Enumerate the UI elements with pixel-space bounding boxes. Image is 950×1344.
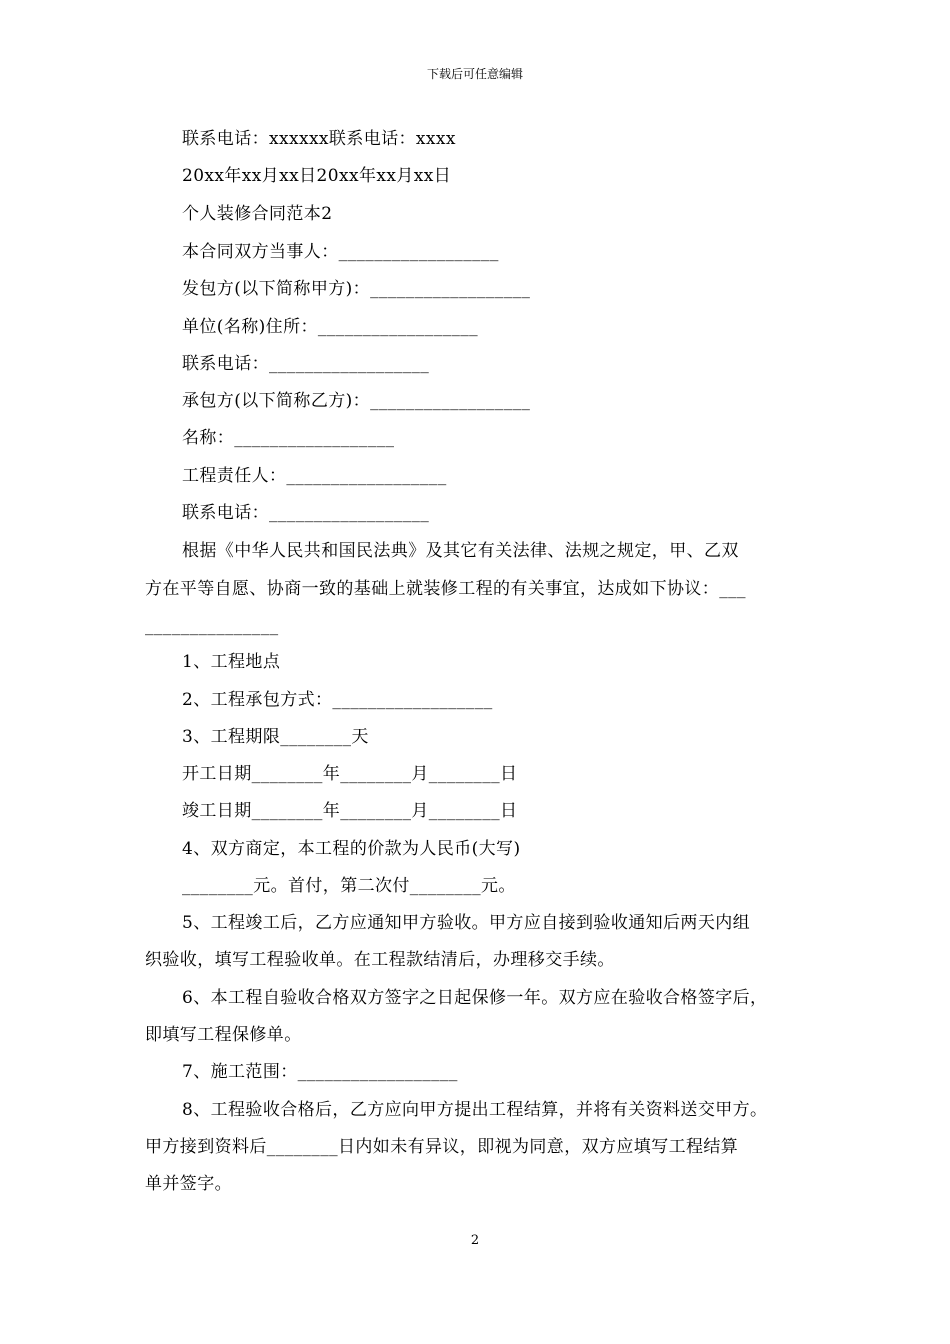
parties-line: 本合同双方当事人：__________________ xyxy=(182,242,499,262)
party-a-address-line: 单位(名称)住所：__________________ xyxy=(182,317,479,337)
party-a-phone-line: 联系电话：__________________ xyxy=(182,354,430,374)
clause-7-scope: 7、施工范围：__________________ xyxy=(182,1062,458,1082)
contract-title: 个人装修合同范本2 xyxy=(182,204,333,224)
project-manager-line: 工程责任人：__________________ xyxy=(182,466,447,486)
clause-1-location: 1、工程地点 xyxy=(182,652,281,672)
party-b-line: 承包方(以下简称乙方)：__________________ xyxy=(182,391,531,411)
clause-3-duration: 3、工程期限________天 xyxy=(182,727,369,747)
clause-2-contract-method: 2、工程承包方式：__________________ xyxy=(182,690,493,710)
paragraph-basis-line-3: _______________ xyxy=(145,616,279,636)
clause-5-line-1: 5、工程竣工后，乙方应通知甲方验收。甲方应自接到验收通知后两天内组 xyxy=(182,913,751,933)
clause-5-line-2: 织验收，填写工程验收单。在工程款结清后，办理移交手续。 xyxy=(145,950,615,970)
date-line: 20xx年xx月xx日20xx年xx月xx日 xyxy=(182,166,452,186)
page-number: 2 xyxy=(470,1233,480,1248)
paragraph-basis-line-2: 方在平等自愿、协商一致的基础上就装修工程的有关事宜，达成如下协议：___ xyxy=(145,579,746,599)
clause-8-line-1: 8、工程验收合格后，乙方应向甲方提出工程结算，并将有关资料送交甲方。 xyxy=(182,1100,768,1120)
clause-6-line-2: 即填写工程保修单。 xyxy=(145,1025,302,1045)
party-b-name-line: 名称：__________________ xyxy=(182,428,395,448)
party-a-line: 发包方(以下简称甲方)：__________________ xyxy=(182,279,531,299)
party-b-phone-line: 联系电话：__________________ xyxy=(182,503,430,523)
clause-4-price: 4、双方商定，本工程的价款为人民币(大写) xyxy=(182,839,521,859)
start-date-line: 开工日期________年________月________日 xyxy=(182,764,518,784)
completion-date-line: 竣工日期________年________月________日 xyxy=(182,801,518,821)
contact-phone-line: 联系电话：xxxxxx联系电话：xxxx xyxy=(182,129,456,149)
clause-6-line-1: 6、本工程自验收合格双方签字之日起保修一年。双方应在验收合格签字后， xyxy=(182,988,768,1008)
clause-8-line-3: 单并签字。 xyxy=(145,1174,232,1194)
clause-4-payment: ________元。首付，第二次付________元。 xyxy=(182,876,516,896)
page-header-note: 下载后可任意编辑 xyxy=(426,67,523,81)
paragraph-basis-line-1: 根据《中华人民共和国民法典》及其它有关法律、法规之规定，甲、乙双 xyxy=(182,541,739,561)
clause-8-line-2: 甲方接到资料后________日内如未有异议，即视为同意，双方应填写工程结算 xyxy=(145,1137,739,1157)
